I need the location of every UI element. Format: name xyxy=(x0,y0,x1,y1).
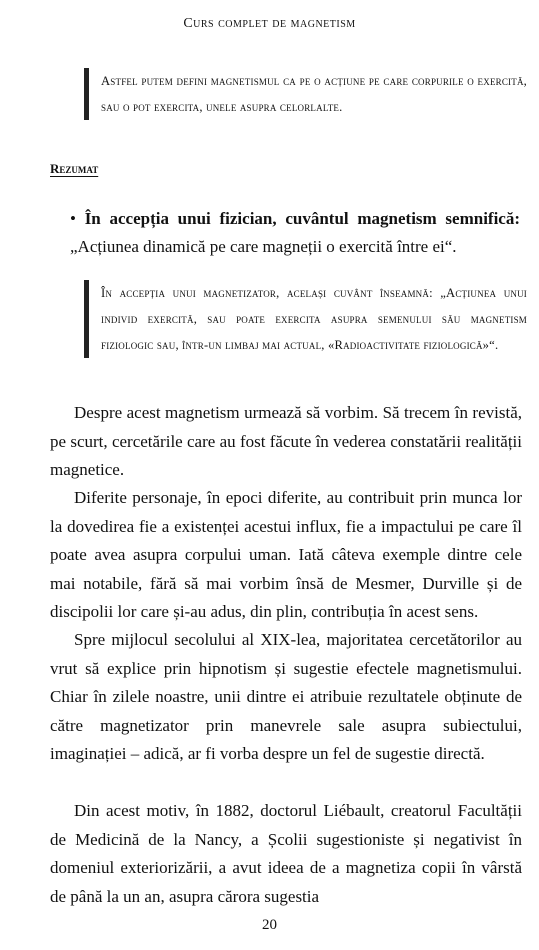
body-paragraph: Despre acest magnetism urmează să vorbim. Să trecem în revistă, pe scurt, cercetările care au fost făcute în vederea constatării realității magnetice. xyxy=(50,403,522,479)
bullet-normal-text: „Acțiunea dinamică pe care magneții o exercită între ei“. xyxy=(70,237,457,256)
summary-heading: Rezumat xyxy=(50,161,99,176)
body-paragraph: Din acest motiv, în 1882, doctorul Liébault, creatorul Facultății de Medicină de la Nancy, a Școlii sugestioniste și negativist în domeniul exteriorizării, a avut ideea de a magnetiza copii în vârstă de până la un an, asupra cărora sugestia xyxy=(50,801,522,906)
page-number: 20 xyxy=(262,917,277,933)
magnetizer-quote: În accepția unui magnetizator, același cuvânt înseamnă: „Acțiunea unui individ exercită, sau poate exercita asupra semenului său magnetism fiziologic sau, într-un limbaj mai actual, «Radioactivitate fiziologică»“. xyxy=(84,280,527,358)
summary-bullet xyxy=(70,205,520,261)
bullet-marker: • xyxy=(70,209,76,228)
bullet-bold-text: În accepția unui fizician, cuvântul magnetism semnifică: xyxy=(84,209,521,228)
running-head: Curs complet de magnetism xyxy=(183,16,356,31)
body-paragraph: Diferite personaje, în epoci diferite, au contribuit prin munca lor la dovedirea fie a existenței acestui influx, fie a impactului pe care îl poate avea asupra corpului uman. Iată câteva exemple dintre cele mai notabile, fără să mai vorbim însă de Mesmer, Durville și de discipolii lor care și-au adus, din plin, contribuția în acest sens. xyxy=(50,488,522,621)
definition-quote: Astfel putem defini magnetismul ca pe o acțiune pe care corpurile o exercită, sau o pot exercita, unele asupra celorlalte. xyxy=(84,68,527,120)
body-paragraph: Spre mijlocul secolului al XIX-lea, majoritatea cercetătorilor au vrut să explice prin hipnotism și sugestie efectele magnetismului. Chiar în zilele noastre, unii dintre ei atribuie rezultatele obținute de către magnetizator prin manevrele sale asupra subiectului, imaginației – adică, ar fi vorba despre un fel de sugestie directă. xyxy=(50,630,522,763)
